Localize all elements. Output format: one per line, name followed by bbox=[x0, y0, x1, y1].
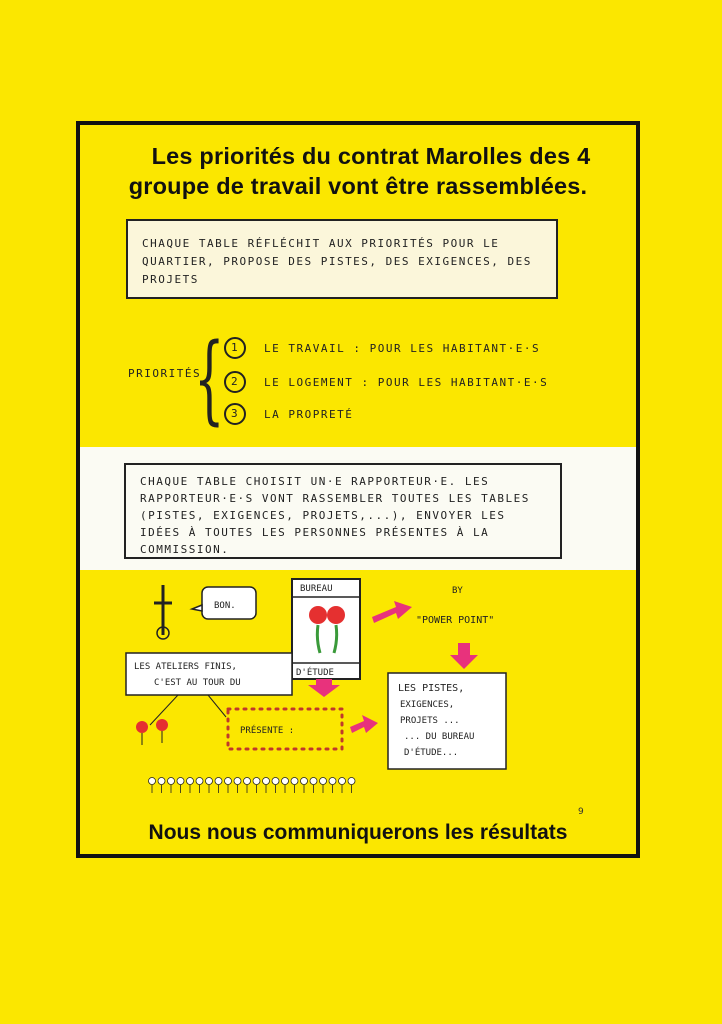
crowd-person-icon bbox=[272, 778, 279, 785]
crowd-person-icon bbox=[320, 778, 327, 785]
crowd-icon bbox=[149, 778, 356, 794]
crowd-person-icon bbox=[244, 778, 251, 785]
number-circle-icon: 3 bbox=[224, 403, 246, 425]
presente-box bbox=[228, 709, 342, 749]
crowd-person-icon bbox=[348, 778, 355, 785]
priority-item-1 bbox=[224, 337, 540, 359]
crowd-person-icon bbox=[253, 778, 260, 785]
cartoon-illustration bbox=[80, 575, 636, 815]
ateliers-line-2: c'est au tour du bbox=[154, 678, 241, 688]
title-line-1: Les priorités du contrat Marolles des 4 bbox=[151, 143, 591, 169]
reflection-box bbox=[126, 219, 558, 299]
title-line-2: groupe de travail vont être rassemblées. bbox=[128, 173, 588, 199]
priority-text: LE TRAVAIL : POUR LES HABITANT·E·S bbox=[264, 341, 541, 355]
crowd-person-icon bbox=[168, 778, 175, 785]
page-title bbox=[80, 141, 636, 201]
rapporteur-text: CHAQUE TABLE CHOISIT UN·E RAPPORTEUR·E. LES RAPPORTEUR·E·S VONT RASSEMBLER TOUTES LES TABLES (PISTES, EXIGENCES, PROJETS,...), ENVOYER LES IDÉES À TOUTES LES PERSONNES PRÉSENTES À LA COMMISSION. bbox=[140, 475, 530, 556]
results-box bbox=[388, 673, 506, 769]
priority-item-2 bbox=[224, 371, 548, 393]
ateliers-line-1: Les ateliers finis, bbox=[134, 662, 237, 672]
crowd-person-icon bbox=[263, 778, 270, 785]
crowd-person-icon bbox=[225, 778, 232, 785]
number-circle-icon: 2 bbox=[224, 371, 246, 393]
crowd-person-icon bbox=[215, 778, 222, 785]
ateliers-box bbox=[126, 653, 292, 725]
red-figure-icon bbox=[327, 606, 345, 624]
priority-text: LE LOGEMENT : POUR LES HABITANT·E·S bbox=[264, 375, 549, 389]
bottom-text: Nous nous communiquerons les résultats bbox=[148, 821, 568, 844]
rapporteur-box bbox=[124, 463, 562, 559]
crowd-person-icon bbox=[310, 778, 317, 785]
priority-text: LA PROPRETÉ bbox=[264, 407, 354, 421]
reflection-text: CHAQUE TABLE RÉFLÉCHIT AUX PRIORITÉS POUR LE QUARTIER, PROPOSE DES PISTES, DES EXIGENCES, DES PROJETS bbox=[142, 237, 532, 286]
presente-text: Présente : bbox=[240, 726, 295, 736]
result-line: projets ... bbox=[400, 716, 460, 726]
red-figure-icon bbox=[309, 606, 327, 624]
crowd-person-icon bbox=[291, 778, 298, 785]
crowd-person-icon bbox=[339, 778, 346, 785]
power-point-text: "Power Point" bbox=[416, 615, 495, 626]
bureau-top-text: Bureau bbox=[300, 584, 333, 594]
crowd-person-icon bbox=[329, 778, 336, 785]
bureau-bottom-text: d'étude bbox=[296, 668, 334, 678]
curly-brace-icon: { bbox=[194, 323, 225, 435]
crowd-person-icon bbox=[177, 778, 184, 785]
crowd-person-icon bbox=[149, 778, 156, 785]
number-circle-icon: 1 bbox=[224, 337, 246, 359]
result-line: ... du bureau bbox=[404, 732, 475, 742]
speech-bubble bbox=[192, 587, 256, 619]
arrow-down-icon bbox=[308, 679, 340, 697]
page-frame bbox=[76, 121, 640, 858]
crowd-person-icon bbox=[196, 778, 203, 785]
result-line: d'étude... bbox=[404, 748, 459, 758]
speaker-figure-icon bbox=[154, 585, 172, 639]
crowd-person-icon bbox=[206, 778, 213, 785]
bubble-bon-text: Bon. bbox=[214, 601, 236, 611]
priorities-label: PRIORITÉS bbox=[128, 367, 202, 380]
priority-item-3 bbox=[224, 403, 353, 425]
crowd-person-icon bbox=[234, 778, 241, 785]
crowd-person-icon bbox=[282, 778, 289, 785]
arrow-icon bbox=[372, 601, 412, 623]
crowd-person-icon bbox=[187, 778, 194, 785]
crowd-person-icon bbox=[158, 778, 165, 785]
bureau-etude-panel bbox=[292, 579, 360, 679]
crowd-person-icon bbox=[301, 778, 308, 785]
page-number: 9 bbox=[578, 807, 584, 817]
result-line: exigences, bbox=[400, 700, 455, 710]
arrow-right-icon bbox=[350, 715, 378, 733]
arrow-down-icon bbox=[450, 643, 478, 669]
by-text: By bbox=[452, 586, 463, 596]
result-line: Les pistes, bbox=[398, 683, 465, 694]
